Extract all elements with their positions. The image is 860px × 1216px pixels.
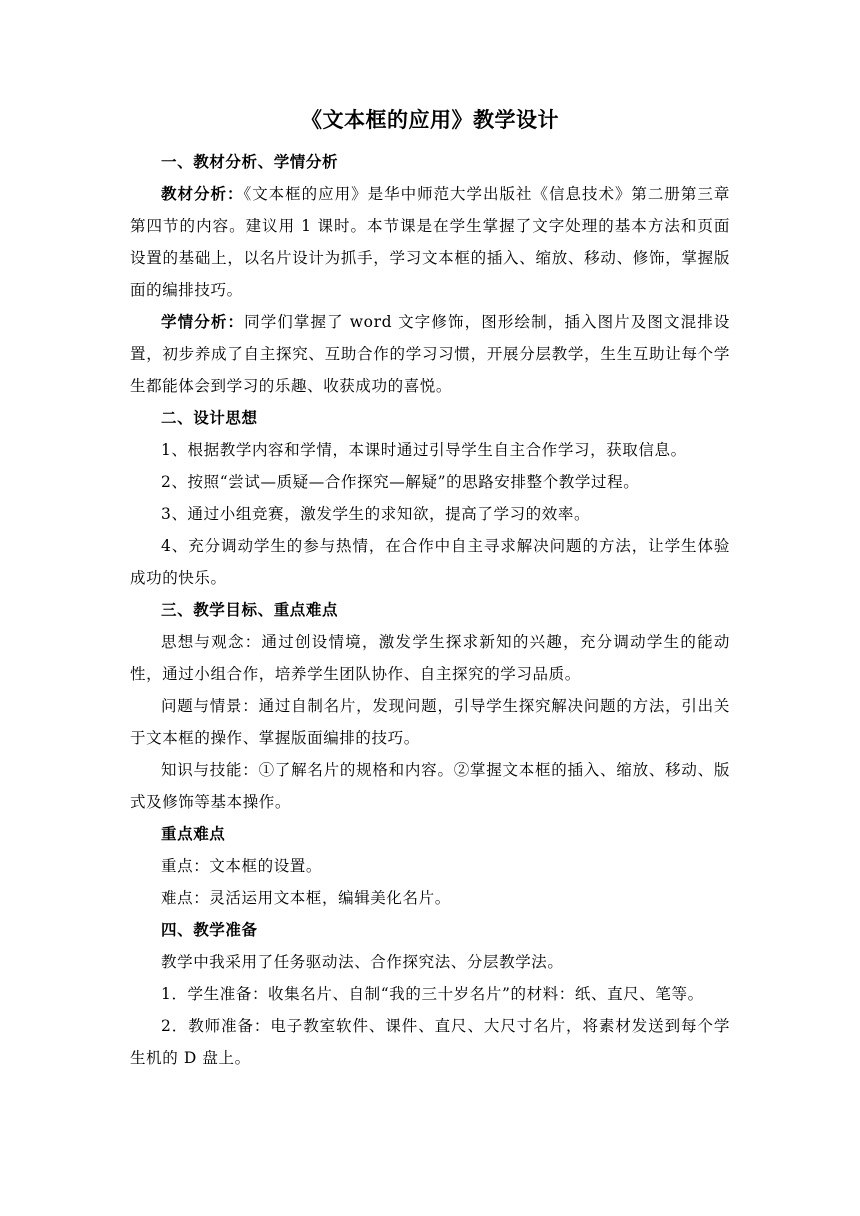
paragraph-ideas-concepts: 思想与观念：通过创设情境，激发学生探求新知的兴趣，充分调动学生的能动性，通过小组合作，培养学生团队协作、自主探究的学习品质。 bbox=[130, 633, 730, 683]
section-heading-teaching-preparation: 四、教学准备 bbox=[161, 921, 258, 939]
paragraph-methods: 教学中我采用了任务驱动法、合作探究法、分层教学法。 bbox=[161, 953, 564, 971]
paragraph-teacher-prep: 2．教师准备：电子教室软件、课件、直尺、大尺寸名片，将素材发送到每个学生机的 D 盘上。 bbox=[130, 1017, 730, 1067]
paragraph-lead: 学情分析： bbox=[161, 313, 245, 331]
paragraph-problem-situation: 问题与情景：通过自制名片，发现问题，引导学生探究解决问题的方法，引出关于文本框的操作、掌握版面编排的技巧。 bbox=[130, 697, 730, 747]
section-heading-materials-analysis: 一、教材分析、学情分析 bbox=[161, 153, 339, 171]
paragraph-difficult-point: 难点：灵活运用文本框，编辑美化名片。 bbox=[161, 889, 451, 907]
paragraph-knowledge-skills: 知识与技能：①了解名片的规格和内容。②掌握文本框的插入、缩放、移动、版式及修饰等基本操作。 bbox=[130, 761, 730, 811]
list-item: 3、通过小组竞赛，激发学生的求知欲，提高了学习的效率。 bbox=[161, 505, 591, 523]
list-item: 1、根据教学内容和学情，本课时通过引导学生自主合作学习，获取信息。 bbox=[161, 441, 687, 459]
document-page bbox=[130, 100, 730, 1074]
paragraph-materials-analysis bbox=[130, 178, 730, 306]
paragraph-key-point: 重点：文本框的设置。 bbox=[161, 857, 323, 875]
list-item: 4、充分调动学生的参与热情，在合作中自主寻求解决问题的方法，让学生体验成功的快乐。 bbox=[130, 537, 730, 587]
list-item: 2、按照“尝试—质疑—合作探究—解疑”的思路安排整个教学过程。 bbox=[161, 473, 640, 491]
paragraph-text: 同学们掌握了 word 文字修饰，图形绘制，插入图片及图文混排设置，初步养成了自主探究、互助合作的学习习惯，开展分层教学，生生互助让每个学生都能体会到学习的乐趣、收获成功的喜悦。 bbox=[130, 313, 730, 395]
section-heading-design-idea: 二、设计思想 bbox=[161, 409, 258, 427]
paragraph-text: 《文本框的应用》是华中师范大学出版社《信息技术》第二册第三章第四节的内容。建议用 1 课时。本节课是在学生掌握了文字处理的基本方法和页面设置的基础上，以名片设计为抓手，学习文本框的插入、缩放、移动、修饰，掌握版面的编排技巧。 bbox=[130, 185, 730, 299]
paragraph-student-prep: 1．学生准备：收集名片、自制“我的三十岁名片”的材料：纸、直尺、笔等。 bbox=[161, 985, 704, 1003]
document-title: 《文本框的应用》教学设计 bbox=[301, 108, 559, 132]
subheading-key-points: 重点难点 bbox=[161, 825, 226, 843]
paragraph-lead: 教材分析： bbox=[161, 185, 244, 203]
paragraph-learner-analysis bbox=[130, 306, 730, 402]
section-heading-teaching-goals: 三、教学目标、重点难点 bbox=[161, 601, 339, 619]
